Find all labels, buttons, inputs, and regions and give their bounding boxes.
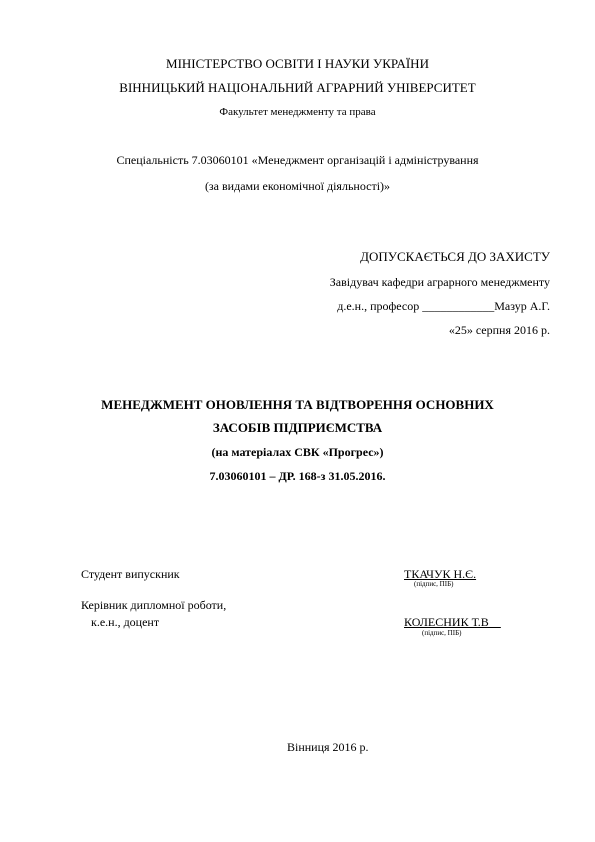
supervisor-name: КОЛЕСНИК Т.В__ bbox=[404, 615, 501, 629]
place-year: Вінниця 2016 р. bbox=[287, 740, 369, 754]
thesis-code: 7.03060101 – ДР. 168-з 31.05.2016. bbox=[209, 469, 386, 483]
university-title: ВІННИЦЬКИЙ НАЦІОНАЛЬНИЙ АГРАРНИЙ УНІВЕРСИТЕТ bbox=[119, 80, 476, 95]
student-signature-note: (підпис, ПІБ) bbox=[414, 580, 454, 588]
supervisor-signature-note: (підпис, ПІБ) bbox=[422, 629, 462, 637]
specialty-line-1: Спеціальність 7.03060101 «Менеджмент організацій і адміністрування bbox=[116, 153, 479, 167]
approval-signature: д.е.н., професор ____________Мазур А.Г. bbox=[337, 299, 550, 313]
approval-title: ДОПУСКАЄТЬСЯ ДО ЗАХИСТУ bbox=[360, 249, 550, 264]
student-name: ТКАЧУК Н.Є. bbox=[404, 567, 477, 581]
thesis-subtitle: (на матеріалах СВК «Прогрес») bbox=[211, 445, 384, 459]
faculty-title: Факультет менеджменту та права bbox=[219, 106, 376, 118]
specialty-line-2: (за видами економічної діяльності)» bbox=[204, 179, 391, 193]
supervisor-label-2: к.е.н., доцент bbox=[91, 615, 160, 629]
approval-head: Завідувач кафедри аграрного менеджменту bbox=[329, 275, 550, 289]
thesis-title-line-2: ЗАСОБІВ ПІДПРИЄМСТВА bbox=[212, 420, 383, 435]
approval-date: «25» серпня 2016 р. bbox=[448, 323, 550, 337]
ministry-title: МІНІСТЕРСТВО ОСВІТИ І НАУКИ УКРАЇНИ bbox=[166, 56, 429, 71]
supervisor-label-1: Керівник дипломної роботи, bbox=[81, 598, 227, 612]
thesis-title-line-1: МЕНЕДЖМЕНТ ОНОВЛЕННЯ ТА ВІДТВОРЕННЯ ОСНОВНИХ bbox=[101, 397, 494, 412]
student-label: Студент випускник bbox=[81, 567, 180, 581]
